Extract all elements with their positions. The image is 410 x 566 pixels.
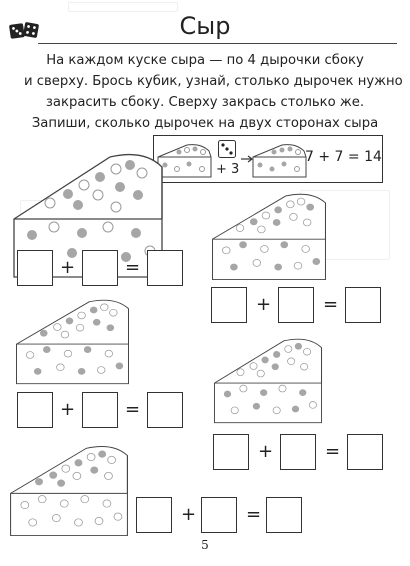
- example-cheese-before: [157, 139, 212, 179]
- example-cheese-after: [252, 139, 307, 179]
- plus-sign: +: [258, 441, 274, 462]
- answer-box[interactable]: [17, 250, 53, 286]
- cheese-5: [9, 441, 129, 537]
- instruction-line: На каждом куске сыра — по 4 дырочки сбоку: [46, 53, 364, 68]
- cheese-2: [211, 189, 327, 281]
- page-title: Сыр: [179, 12, 231, 40]
- equals-sign: =: [125, 257, 141, 278]
- answer-box[interactable]: [82, 250, 118, 286]
- title-underline: [38, 43, 397, 44]
- background-frame: [68, 2, 178, 12]
- answer-box[interactable]: [213, 434, 249, 470]
- answer-box[interactable]: [280, 434, 316, 470]
- equation-row-2: [211, 287, 386, 325]
- answer-box[interactable]: [136, 497, 172, 533]
- equation-row-1: [17, 250, 187, 288]
- plus-sign: +: [181, 504, 197, 525]
- answer-box[interactable]: [347, 434, 383, 470]
- answer-box[interactable]: [17, 392, 53, 428]
- equals-sign: =: [323, 294, 339, 315]
- answer-box[interactable]: [211, 287, 247, 323]
- answer-box[interactable]: [278, 287, 314, 323]
- example-equation: 7 + 7 = 14: [305, 149, 382, 165]
- equals-sign: =: [125, 399, 141, 420]
- plus-sign: +: [60, 257, 76, 278]
- dice-three-icon: [218, 140, 236, 158]
- instruction-line: Запиши, сколько дырочек на двух сторонах сыра: [31, 116, 379, 131]
- cheese-3: [15, 295, 130, 385]
- page-number: 5: [201, 538, 209, 552]
- equals-sign: =: [325, 441, 341, 462]
- equation-row-3: [17, 392, 187, 430]
- cheese-4: [213, 334, 323, 424]
- plus-sign: +: [256, 294, 272, 315]
- equals-sign: =: [246, 504, 262, 525]
- answer-box[interactable]: [266, 497, 302, 533]
- answer-box[interactable]: [82, 392, 118, 428]
- equation-row-5: [136, 497, 311, 535]
- answer-box[interactable]: [345, 287, 381, 323]
- equation-row-4: [213, 434, 388, 472]
- answer-box[interactable]: [147, 392, 183, 428]
- plus-sign: +: [60, 399, 76, 420]
- example-plus-dice: + 3: [216, 162, 240, 177]
- instruction-line: закрасить сбоку. Сверху закрась столько же.: [45, 95, 365, 110]
- instruction-line: и сверху. Брось кубик, узнай, столько дырочек нужно: [24, 74, 403, 89]
- answer-box[interactable]: [201, 497, 237, 533]
- answer-box[interactable]: [147, 250, 183, 286]
- instructions: [24, 50, 403, 134]
